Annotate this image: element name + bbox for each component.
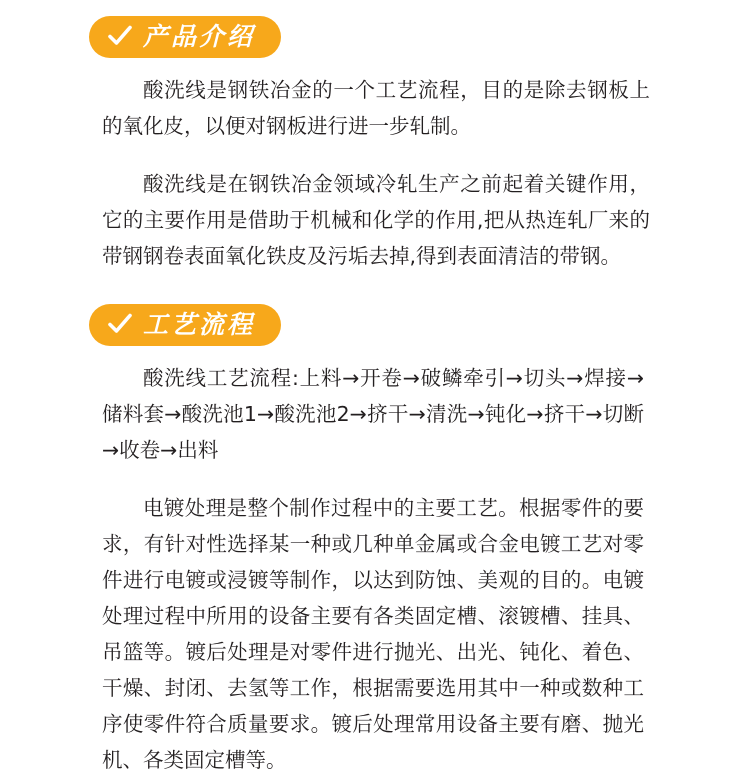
section-heading-label: 产品介绍	[143, 21, 256, 51]
paragraph: 酸洗线是在钢铁冶金领域冷轧生产之前起着关键作用，它的主要作用是借助于机械和化学的作用,把从热连轧厂来的带钢钢卷表面氧化铁皮及污垢去掉,得到表面清洁的带钢。	[102, 172, 650, 268]
section-2-heading-row	[58, 304, 678, 346]
paragraph-spacer	[102, 468, 644, 490]
section-spacer	[58, 274, 678, 304]
section-heading-product-intro	[89, 16, 281, 58]
section-1-body	[58, 72, 678, 274]
paragraph: 酸洗线是钢铁冶金的一个工艺流程，目的是除去钢板上的氧化皮，以便对钢板进行进一步轧制。	[102, 78, 650, 138]
paragraph: 电镀处理是整个制作过程中的主要工艺。根据零件的要求，有针对性选择某一种或几种单金属或合金电镀工艺对零件进行电镀或浸镀等制作，以达到防蚀、美观的目的。电镀处理过程中所用的设备主要有各类固定槽、滚镀槽、挂具、吊篮等。镀后处理是对零件进行抛光、出光、钝化、着色、干燥、封闭、去氢等工作，根据需要选用其中一种或数种工序使零件符合质量要求。镀后处理常用设备主要有磨、抛光机、各类固定槽等。	[102, 496, 644, 772]
section-1-heading-row	[58, 0, 678, 58]
paragraph-spacer	[102, 144, 650, 166]
process-flow-paragraph: 酸洗线工艺流程:上料→开卷→破鳞牵引→切头→焊接→储料套→酸洗池1→酸洗池2→挤干→清洗→钝化→挤干→切断→收卷→出料	[102, 366, 644, 462]
section-heading-label: 工艺流程	[143, 309, 256, 339]
check-icon	[107, 23, 133, 49]
section-heading-process-flow	[89, 304, 281, 346]
section-2-body	[58, 360, 678, 778]
check-icon	[107, 311, 133, 337]
